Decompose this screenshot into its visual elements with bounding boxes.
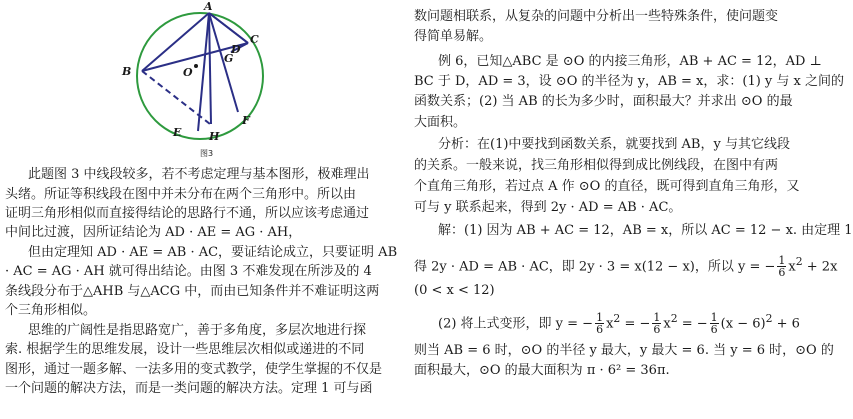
right-line-9: 个直角三角形，若过点 A 作 ⊙O 的直径，既可得到直角三角形，又 [414, 179, 800, 194]
right-line-1: 数问题相联系，从复杂的问题中分析出一些特殊条件，使问题变 [414, 9, 779, 24]
left-line-3: 证明三角形相似而直接得结论的思路行不通，所以应该考虑通过 [5, 206, 370, 221]
left-line-4: 中间比过渡，因所证结论为 AD · AE = AG · AH， [5, 225, 302, 240]
left-line-9: 思维的广阔性是指思路宽广，善于多角度，多层次地进行探 [28, 323, 367, 338]
label-d: D [231, 43, 241, 56]
left-line-5: 但由定理知 AD · AE = AB · AC，要证结论成立，只要证明 AB [28, 245, 398, 260]
right-line-2: 得简单易解。 [414, 29, 493, 44]
right-line-5: 函数关系；(2) 当 AB 的长为多少时，面积最大？并求出 ⊙O 的最 [414, 94, 793, 109]
figure-caption: 图3 [200, 149, 214, 158]
right-line-15: 则当 AB = 6 时，⊙O 的半径 y 最大，y 最大 = 6. 当 y = 6 时，⊙O 的 [414, 343, 834, 358]
eq1-lead: 得 2y · AD = AB · AC，即 2y · 3 = x(12 − x)，所以 y = − [414, 259, 776, 275]
eq2-paren: (x − 6) [720, 316, 766, 332]
right-line-4: BC 于 D，AD = 3，设 ⊙O 的半径为 y，AB = x，求：(1) y 与 x 之间的 [414, 74, 845, 89]
left-line-12: 一个问题的解决方法，而是一类问题的解决方法。定理 1 可与函 [5, 381, 373, 396]
label-e: E [173, 126, 182, 139]
eq1-frac-den: 6 [778, 266, 786, 280]
right-line-11: 解：(1) 因为 AB + AC = 12，AB = x，所以 AC = 12 − x. 由定理 1 [438, 223, 853, 238]
label-a: A [204, 0, 213, 13]
eq2-sup1: 2 [613, 312, 621, 325]
segment-ae [198, 13, 209, 131]
figure-3-diagram [114, 0, 264, 158]
label-c: C [250, 33, 259, 46]
eq2-frac2-den: 6 [653, 323, 661, 337]
right-line-8: 的关系。一般来说，找三角形相似得到成比例线段，在图中有两 [414, 158, 779, 173]
eq2-lead: (2) 将上式变形，即 y = − [438, 316, 594, 332]
left-line-6: · AC = AG · AH 就可得出结论。由图 3 不难发现在所涉及的 4 [5, 264, 372, 279]
eq2-sup2: 2 [670, 312, 678, 325]
eq2-fraction-1 [595, 312, 604, 335]
label-h: H [209, 130, 220, 143]
right-line-6: 大面积。 [414, 115, 467, 130]
left-line-10: 索. 根据学生的思维发展，设计一些思维层次相似或递进的不同 [5, 342, 365, 357]
eq2-x1: x [606, 316, 614, 332]
left-line-7: 条线段分布于△AHB 与△ACG 中，而由已知条件并不难证明这两 [5, 284, 380, 299]
left-line-1: 此题图 3 中线段较多，若不考虑定理与基本图形，极难理出 [28, 167, 370, 182]
label-b: B [122, 65, 132, 78]
eq1-sup: 2 [795, 255, 803, 268]
eq2-eq1: = − [624, 316, 651, 332]
right-line-3: 例 6，已知△ABC 是 ⊙O 的内接三角形，AB + AC = 12，AD ⊥ [438, 54, 822, 69]
center-point-o [194, 64, 198, 68]
label-g: G [224, 52, 234, 65]
left-line-8: 个三角形相似。 [5, 303, 97, 318]
right-line-14 [438, 310, 800, 335]
eq2-fraction-3 [710, 312, 719, 335]
right-line-12 [414, 253, 837, 278]
segment-ah [209, 13, 211, 124]
eq2-frac1-den: 6 [596, 323, 604, 337]
right-line-13: (0 < x < 12) [414, 283, 495, 298]
left-line-2: 头绪。所证等积线段在图中并未分布在两个三角形中。所以由 [5, 187, 357, 202]
label-f: F [242, 114, 250, 127]
eq2-eq2: = − [681, 316, 708, 332]
eq2-plus6: + 6 [776, 316, 800, 332]
eq2-fraction-2 [652, 312, 661, 335]
eq1-x: x [788, 259, 796, 275]
geometry-figure [114, 0, 264, 158]
eq1-rest: + 2x [806, 259, 838, 275]
eq2-frac2-num: 1 [653, 311, 661, 325]
eq2-frac1-num: 1 [596, 311, 604, 325]
eq1-frac-num: 1 [778, 254, 786, 268]
label-o: O [183, 66, 193, 79]
eq2-frac3-num: 1 [710, 311, 718, 325]
right-line-10: 可与 y 联系起来，得到 2y · AD = AB · AC。 [414, 200, 682, 215]
eq1-fraction [777, 255, 786, 278]
eq2-x2: x [663, 316, 671, 332]
eq2-frac3-den: 6 [710, 323, 718, 337]
right-line-16: 面积最大，⊙O 的最大面积为 π · 6² = 36π. [414, 363, 670, 378]
right-line-7: 分析：在(1)中要找到函数关系，就要找到 AB，y 与其它线段 [438, 137, 790, 152]
eq2-sup3: 2 [765, 312, 773, 325]
left-line-11: 图形，通过一题多解、一法多用的变式教学，使学生掌握的不仅是 [5, 362, 383, 377]
